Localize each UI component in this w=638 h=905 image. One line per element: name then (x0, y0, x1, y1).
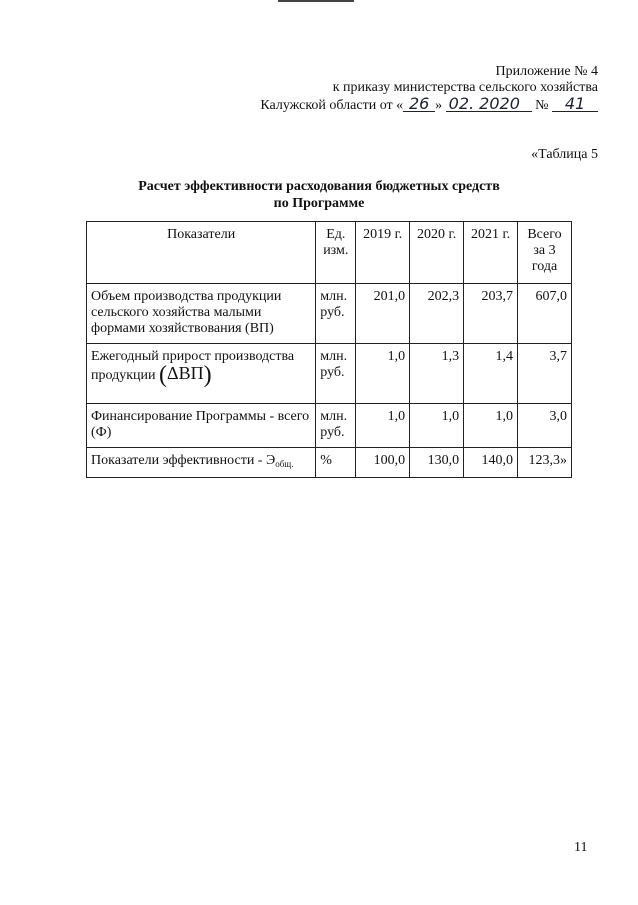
row-value-2019: 100,0 (356, 448, 410, 478)
row-unit: млн. руб. (316, 284, 356, 344)
table-header-row (87, 222, 572, 284)
row-value-2020: 1,3 (410, 344, 464, 404)
row-value-2020: 202,3 (410, 284, 464, 344)
title-line-1: Расчет эффективности расходования бюджетных средств (138, 179, 500, 194)
header-indicator: Показатели (87, 222, 316, 284)
order-date-line (260, 96, 598, 114)
row-value-total: 123,3» (517, 448, 571, 478)
row-value-total: 607,0 (517, 284, 571, 344)
row-indicator (87, 344, 316, 404)
row-indicator (87, 448, 316, 478)
row-value-2021: 1,4 (464, 344, 518, 404)
page-title (0, 178, 638, 212)
date-close-quote: » (435, 98, 443, 113)
row-value-2021: 203,7 (464, 284, 518, 344)
table-row (87, 344, 572, 404)
row-unit: млн. руб. (316, 344, 356, 404)
order-region-text: Калужской области от « (260, 98, 404, 113)
table-label: «Таблица 5 (531, 147, 598, 162)
table-row (87, 284, 572, 344)
handwritten-order-number: 41 (552, 96, 598, 112)
appendix-header (260, 64, 598, 114)
delta-formula: (ΔВП) (159, 362, 212, 388)
row-indicator-text: Ежегодный прирост производства продукции (91, 349, 295, 383)
row-value-2019: 1,0 (356, 404, 410, 448)
row-indicator: Финансирование Программы - всего (Ф) (87, 404, 316, 448)
row-indicator-text: Показатели эффективности - Э (91, 453, 276, 468)
header-2020: 2020 г. (410, 222, 464, 284)
number-sign: № (535, 98, 549, 113)
handwritten-month-year: 02. 2020 (446, 96, 532, 112)
title-line-2: по Программе (273, 196, 365, 211)
row-indicator: Объем производства продукции сельского хозяйства малыми формами хозяйствования (ВП) (87, 284, 316, 344)
table-row (87, 448, 572, 478)
page-number: 11 (574, 840, 588, 855)
row-value-2019: 201,0 (356, 284, 410, 344)
row-value-2021: 1,0 (464, 404, 518, 448)
top-edge-mark (278, 0, 354, 2)
header-2021: 2021 г. (464, 222, 518, 284)
row-value-2020: 130,0 (410, 448, 464, 478)
header-total: Всего за 3 года (517, 222, 571, 284)
handwritten-day: 26 (403, 96, 435, 112)
table-row (87, 404, 572, 448)
row-value-total: 3,7 (517, 344, 571, 404)
efficiency-table (86, 221, 572, 478)
header-2019: 2019 г. (356, 222, 410, 284)
indicator-subscript: общ. (275, 459, 294, 469)
appendix-number: Приложение № 4 (495, 64, 598, 79)
row-value-total: 3,0 (517, 404, 571, 448)
row-unit: % (316, 448, 356, 478)
header-unit: Ед. изм. (316, 222, 356, 284)
delta-formula-text: ΔВП (167, 363, 204, 383)
row-value-2021: 140,0 (464, 448, 518, 478)
order-reference: к приказу министерства сельского хозяйства (332, 80, 598, 95)
row-unit: млн. руб. (316, 404, 356, 448)
row-value-2020: 1,0 (410, 404, 464, 448)
row-value-2019: 1,0 (356, 344, 410, 404)
